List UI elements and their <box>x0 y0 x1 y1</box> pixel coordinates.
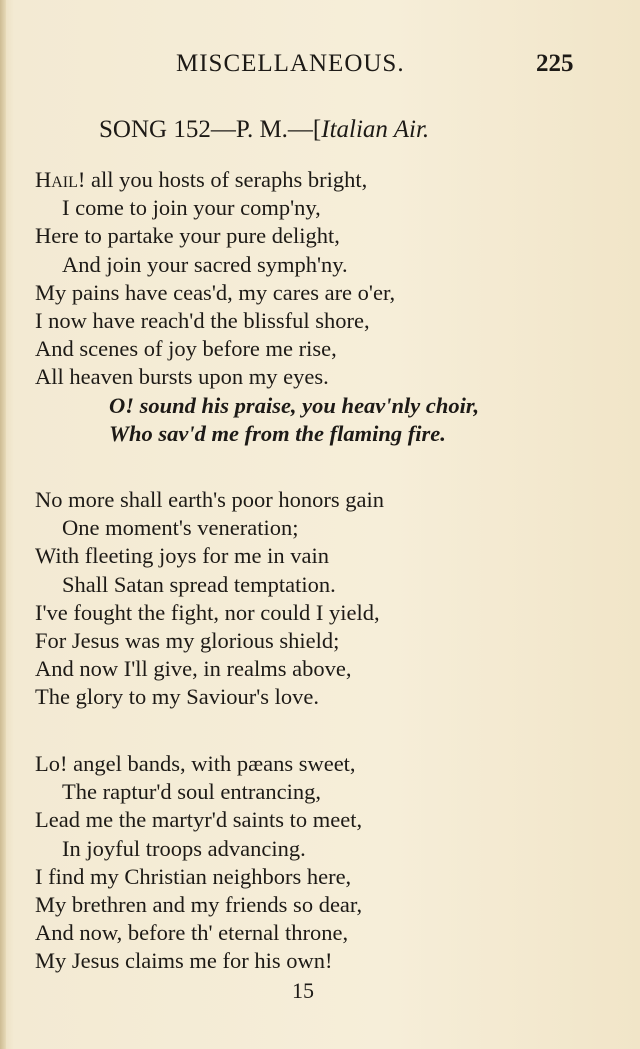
verse-line: And now I'll give, in realms above, <box>35 656 352 682</box>
page-number: 225 <box>536 50 574 77</box>
verse-line: Hail! all you hosts of seraphs bright, <box>35 167 368 192</box>
song-title-main: SONG 152—P. M.—[ <box>99 116 322 143</box>
verse-line: No more shall earth's poor honors gain <box>35 487 384 512</box>
song-title <box>99 116 429 144</box>
verse-line: In joyful troops advancing. <box>62 835 306 861</box>
verse-line: One moment's veneration; <box>62 515 299 541</box>
verse-line: All heaven bursts upon my eyes. <box>35 364 329 390</box>
verse-line: And join your sacred symph'ny. <box>62 251 348 277</box>
verse-line: With fleeting joys for me in vain <box>35 543 330 569</box>
verse-line: And now, before th' eternal throne, <box>35 920 349 946</box>
verse-line: For Jesus was my glorious shield; <box>35 627 340 653</box>
verse-line: My Jesus claims me for his own! <box>35 948 333 974</box>
verse-line: And scenes of joy before me rise, <box>35 336 337 362</box>
verse-line: The raptur'd soul entrancing, <box>62 779 321 805</box>
verse-line: I come to join your comp'ny, <box>62 195 321 221</box>
verse-line: Lo! angel bands, with pæans sweet, <box>35 751 356 776</box>
verse-line: I now have reach'd the blissful shore, <box>35 307 370 333</box>
chorus-line: Who sav'd me from the flaming fire. <box>109 420 446 446</box>
page-gutter <box>0 0 6 1049</box>
verse-line: My pains have ceas'd, my cares are o'er, <box>35 279 396 305</box>
verse-line: Here to partake your pure delight, <box>35 223 340 249</box>
verse-line: I find my Christian neighbors here, <box>35 863 352 889</box>
verse-line: The glory to my Saviour's love. <box>35 684 320 710</box>
verse-line: Lead me the martyr'd saints to meet, <box>35 807 363 833</box>
verse-line: My brethren and my friends so dear, <box>35 891 363 917</box>
dropcap-word: Hail <box>35 167 78 192</box>
verse-line: I've fought the fight, nor could I yield, <box>35 599 380 625</box>
running-title: MISCELLANEOUS. <box>176 50 405 77</box>
signature-mark: 15 <box>292 978 314 1003</box>
song-tune-name: Italian Air. <box>321 116 430 143</box>
chorus-line: O! sound his praise, you heav'nly choir, <box>109 392 480 418</box>
stanza-2 <box>35 486 625 712</box>
verse-line: Shall Satan spread temptation. <box>62 571 336 597</box>
stanza-1 <box>35 166 625 448</box>
stanza-3 <box>35 750 625 976</box>
